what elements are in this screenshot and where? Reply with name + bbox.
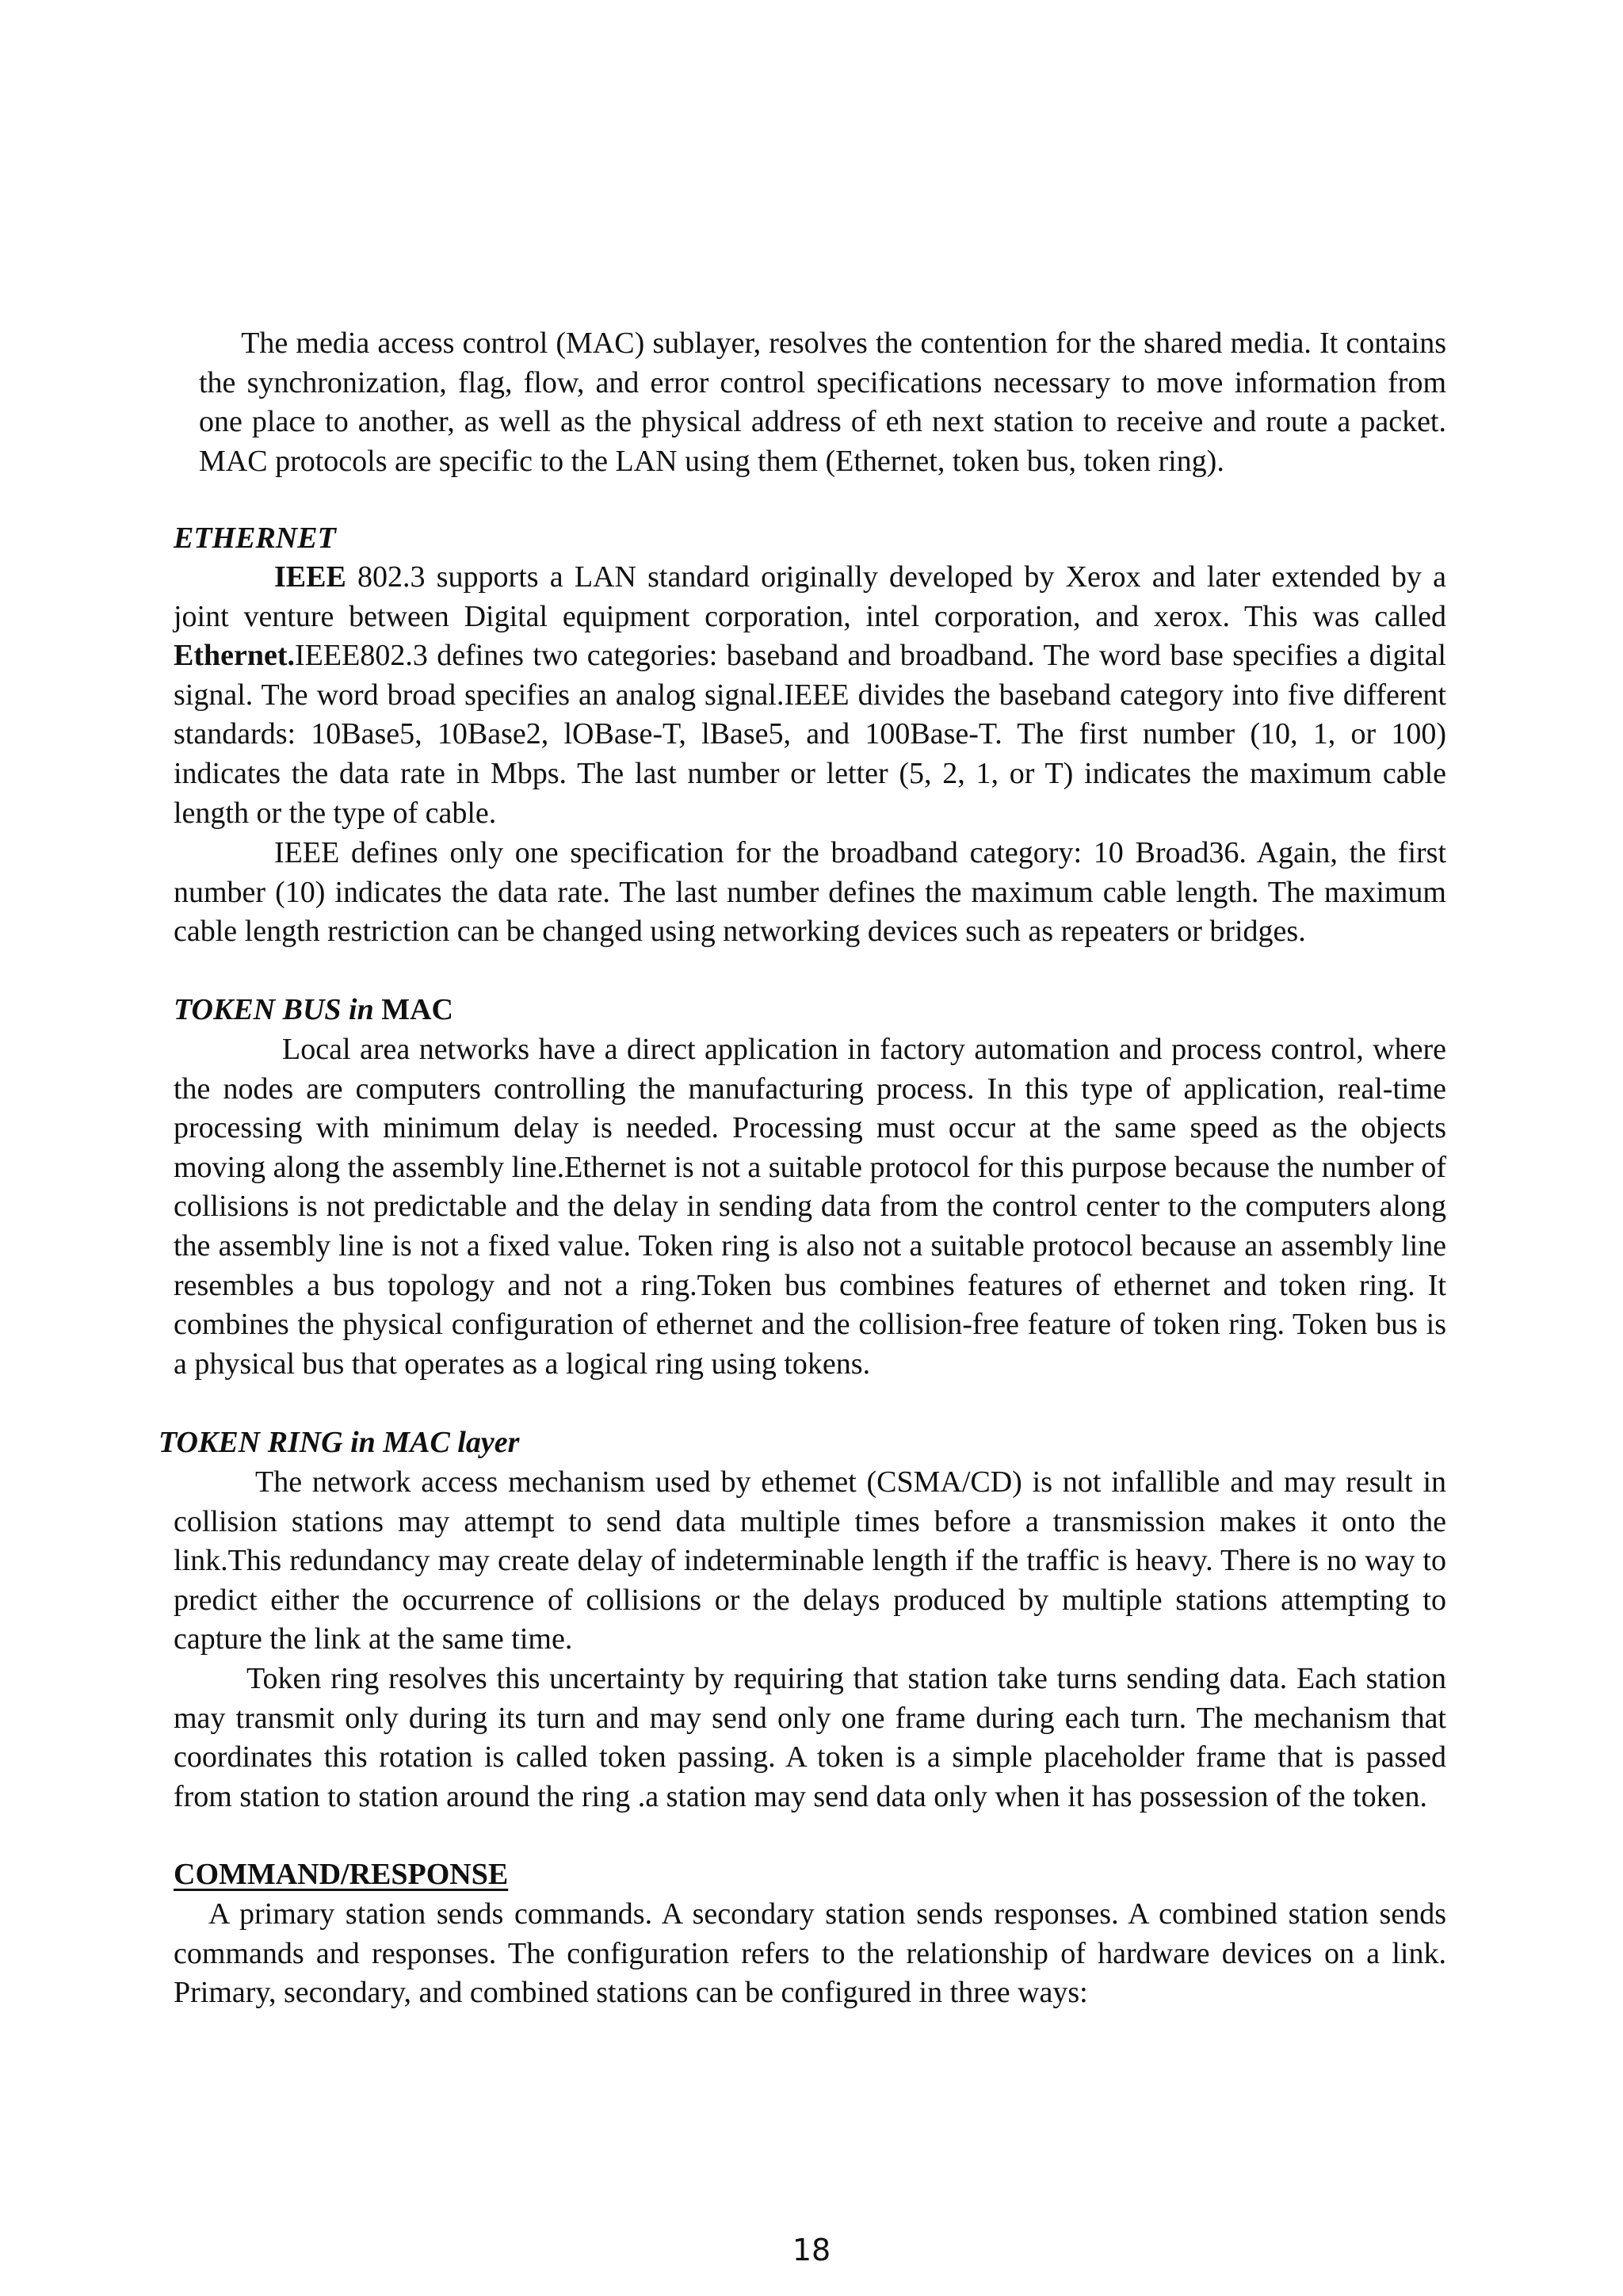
heading-ethernet: ETHERNET xyxy=(174,521,336,555)
page-number: 18 xyxy=(792,2233,831,2267)
paragraph-mac-intro: The media access control (MAC) sublayer, resolves the contention for the shared media. It contains the synchronization, flag, flow, and error control specifications necessary to move information from one place to another, as well as the physical address of eth next station to receive and route a packet. MAC protocols are specific to the LAN using them (Ethernet, token bus, token ring). xyxy=(199,327,1446,478)
paragraph-ethernet-1-part2: IEEE802.3 defines two categories: baseband and broadband. The word base specifies a digital signal. The word broad specifies an analog signal.IEEE divides the baseband category into five different standards: 10Base5, 10Base2, lOBase-T, lBase5, and 100Base-T. The first number (10, 1, or 100) indicates the data rate in Mbps. The last number or letter (5, 2, 1, or T) indicates the maximum cable length or the type of cable. xyxy=(174,639,1446,830)
heading-token-bus-italic: TOKEN BUS in xyxy=(174,993,374,1026)
heading-command-response: COMMAND/RESPONSE xyxy=(174,1858,509,1891)
paragraph-ethernet-1-part1: 802.3 supports a LAN standard originally developed by Xerox and later extended by a joint venture between Digital equipment corporation, intel corporation, and xerox. This was called xyxy=(174,560,1446,633)
heading-token-bus-mac: MAC xyxy=(373,993,453,1026)
paragraph-token-ring-1: The network access mechanism used by ethemet (CSMA/CD) is not infallible and may result in collision stations may attempt to send data multiple times before a transmission makes it onto the link.This redundancy may create delay of indeterminable length if the traffic is heavy. There is no way to predict either the occurrence of collisions or the delays produced by multiple stations attempting to capture the link at the same time. xyxy=(174,1465,1446,1656)
paragraph-ethernet-2: IEEE defines only one specification for the broadband category: 10 Broad36. Again, the first number (10) indicates the data rate. The last number defines the maximum cable length. The maximum cable length restriction can be changed using networking devices such as repeaters or bridges. xyxy=(174,836,1446,949)
paragraph-token-bus: Local area networks have a direct application in factory automation and process control, where the nodes are computers controlling the manufacturing process. In this type of application, real-time processing with minimum delay is needed. Processing must occur at the same speed as the objects moving along the assembly line.Ethernet is not a suitable protocol for this purpose because the number of collisions is not predictable and the delay in sending data from the control center to the computers along the assembly line is not a fixed value. Token ring is also not a suitable protocol because an assembly line resembles a bus topology and not a ring.Token bus combines features of ethernet and token ring. It combines the physical configuration of ethernet and the collision-free feature of token ring. Token bus is a physical bus that operates as a logical ring using tokens. xyxy=(174,1033,1446,1381)
bold-ieee: IEEE xyxy=(274,560,346,594)
bold-ethernet: Ethernet. xyxy=(174,639,296,673)
paragraph-token-ring-2: Token ring resolves this uncertainty by requiring that station take turns sending data. Each station may transmit only during its turn and may send only one frame during each turn. The mechanism that coordinates this rotation is called token passing. A token is a simple placeholder frame that is passed from station to station around the ring .a station may send data only when it has possession of the token. xyxy=(174,1662,1446,1813)
heading-token-ring: TOKEN RING in MAC layer xyxy=(158,1426,520,1459)
paragraph-ethernet-1 xyxy=(174,558,1446,833)
paragraph-command-response: A primary station sends commands. A secondary station sends responses. A combined station sends commands and responses. The configuration refers to the relationship of hardware devices on a link. Primary, secondary, and combined stations can be configured in three ways: xyxy=(174,1897,1446,2010)
heading-token-bus xyxy=(174,991,453,1030)
